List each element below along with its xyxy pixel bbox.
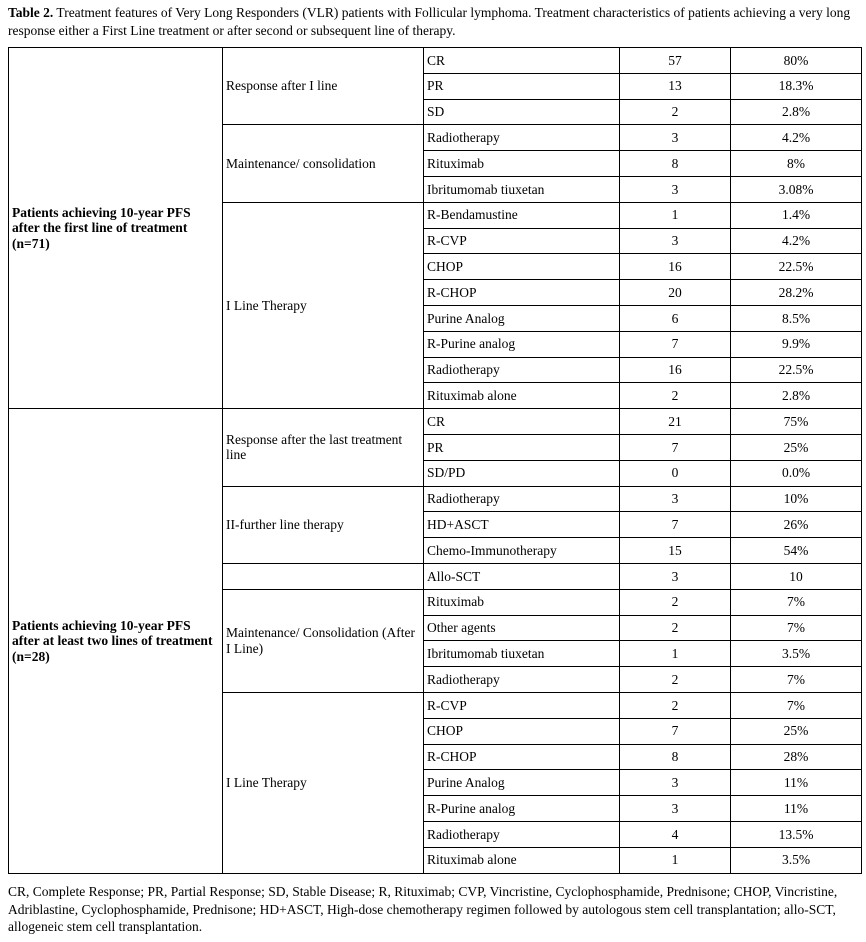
percent-cell: 26% [731,512,862,538]
treatment-cell: Rituximab [424,589,620,615]
count-cell: 1 [620,202,731,228]
treatment-cell: R-Bendamustine [424,202,620,228]
percent-cell: 11% [731,770,862,796]
percent-cell: 8.5% [731,305,862,331]
treatment-table [8,47,862,874]
percent-cell: 10 [731,563,862,589]
count-cell: 4 [620,821,731,847]
percent-cell: 4.2% [731,125,862,151]
percent-cell: 9.9% [731,331,862,357]
subgroup-label-cell: Maintenance/ Consolidation (After I Line) [223,589,424,692]
count-cell: 0 [620,460,731,486]
treatment-cell: SD/PD [424,460,620,486]
treatment-cell: R-CHOP [424,280,620,306]
treatment-cell: Rituximab alone [424,847,620,873]
treatment-cell: Other agents [424,615,620,641]
subgroup-label-cell: I Line Therapy [223,692,424,873]
treatment-cell: PR [424,73,620,99]
count-cell: 1 [620,847,731,873]
count-cell: 3 [620,563,731,589]
percent-cell: 2.8% [731,99,862,125]
count-cell: 6 [620,305,731,331]
percent-cell: 18.3% [731,73,862,99]
table-footnote: CR, Complete Response; PR, Partial Response; SD, Stable Disease; R, Rituximab; CVP, Vincristine, Cyclophosphamide, Prednisone; CHOP, Vincristine, Adriblastine, Cyclophosphamide, Prednisone; HD+ASCT, High-dose chemotherapy regimen followed by autologous stem cell transplantation; allo-SCT, allogeneic stem cell transplantation. [8,884,838,934]
count-cell: 2 [620,99,731,125]
treatment-cell: Radiotherapy [424,357,620,383]
count-cell: 3 [620,228,731,254]
treatment-cell: HD+ASCT [424,512,620,538]
treatment-cell: R-CHOP [424,744,620,770]
treatment-cell: Ibritumomab tiuxetan [424,176,620,202]
count-cell: 13 [620,73,731,99]
count-cell: 7 [620,512,731,538]
count-cell: 3 [620,770,731,796]
count-cell: 7 [620,331,731,357]
count-cell: 2 [620,615,731,641]
percent-cell: 28% [731,744,862,770]
count-cell: 3 [620,125,731,151]
percent-cell: 75% [731,409,862,435]
percent-cell: 25% [731,434,862,460]
count-cell: 7 [620,718,731,744]
percent-cell: 3.5% [731,847,862,873]
percent-cell: 22.5% [731,254,862,280]
table-body [9,48,862,874]
count-cell: 3 [620,176,731,202]
percent-cell: 25% [731,718,862,744]
subgroup-label-cell: I Line Therapy [223,202,424,408]
subgroup-label-cell [223,563,424,589]
treatment-cell: SD [424,99,620,125]
percent-cell: 0.0% [731,460,862,486]
group-label-cell: Patients achieving 10-year PFS after the first line of treatment (n=71) [9,48,223,409]
treatment-cell: CR [424,409,620,435]
subgroup-label-cell: Response after I line [223,48,424,125]
treatment-cell: Chemo-Immunotherapy [424,538,620,564]
percent-cell: 10% [731,486,862,512]
percent-cell: 28.2% [731,280,862,306]
table-row [9,48,862,74]
table-row [9,409,862,435]
caption-text: Treatment features of Very Long Responders (VLR) patients with Follicular lymphoma. Treatment characteristics of patients achieving a very long response either a First Line treatment or after second or subsequent line of therapy. [8,5,851,38]
percent-cell: 7% [731,589,862,615]
percent-cell: 2.8% [731,383,862,409]
count-cell: 20 [620,280,731,306]
percent-cell: 54% [731,538,862,564]
percent-cell: 7% [731,615,862,641]
percent-cell: 1.4% [731,202,862,228]
percent-cell: 22.5% [731,357,862,383]
treatment-cell: PR [424,434,620,460]
treatment-cell: Ibritumomab tiuxetan [424,641,620,667]
count-cell: 2 [620,589,731,615]
treatment-cell: R-CVP [424,228,620,254]
treatment-cell: CHOP [424,254,620,280]
percent-cell: 7% [731,692,862,718]
treatment-cell: CR [424,48,620,74]
treatment-cell: Radiotherapy [424,821,620,847]
count-cell: 57 [620,48,731,74]
subgroup-label-cell: Response after the last treatment line [223,409,424,486]
count-cell: 8 [620,151,731,177]
count-cell: 2 [620,692,731,718]
count-cell: 2 [620,383,731,409]
treatment-cell: R-Purine analog [424,331,620,357]
count-cell: 3 [620,486,731,512]
count-cell: 8 [620,744,731,770]
subgroup-label-cell: II-further line therapy [223,486,424,563]
count-cell: 21 [620,409,731,435]
count-cell: 1 [620,641,731,667]
treatment-cell: CHOP [424,718,620,744]
treatment-cell: Radiotherapy [424,667,620,693]
caption-label: Table 2. [8,5,54,20]
group-label-cell: Patients achieving 10-year PFS after at least two lines of treatment (n=28) [9,409,223,873]
count-cell: 15 [620,538,731,564]
count-cell: 2 [620,667,731,693]
percent-cell: 7% [731,667,862,693]
table-caption [8,4,860,39]
percent-cell: 3.08% [731,176,862,202]
percent-cell: 4.2% [731,228,862,254]
treatment-cell: Allo-SCT [424,563,620,589]
percent-cell: 80% [731,48,862,74]
percent-cell: 11% [731,796,862,822]
percent-cell: 13.5% [731,821,862,847]
treatment-cell: Purine Analog [424,770,620,796]
treatment-cell: Radiotherapy [424,125,620,151]
treatment-cell: R-CVP [424,692,620,718]
subgroup-label-cell: Maintenance/ consolidation [223,125,424,202]
count-cell: 3 [620,796,731,822]
treatment-cell: R-Purine analog [424,796,620,822]
percent-cell: 8% [731,151,862,177]
count-cell: 7 [620,434,731,460]
count-cell: 16 [620,254,731,280]
treatment-cell: Rituximab [424,151,620,177]
treatment-cell: Purine Analog [424,305,620,331]
treatment-cell: Radiotherapy [424,486,620,512]
percent-cell: 3.5% [731,641,862,667]
count-cell: 16 [620,357,731,383]
treatment-cell: Rituximab alone [424,383,620,409]
